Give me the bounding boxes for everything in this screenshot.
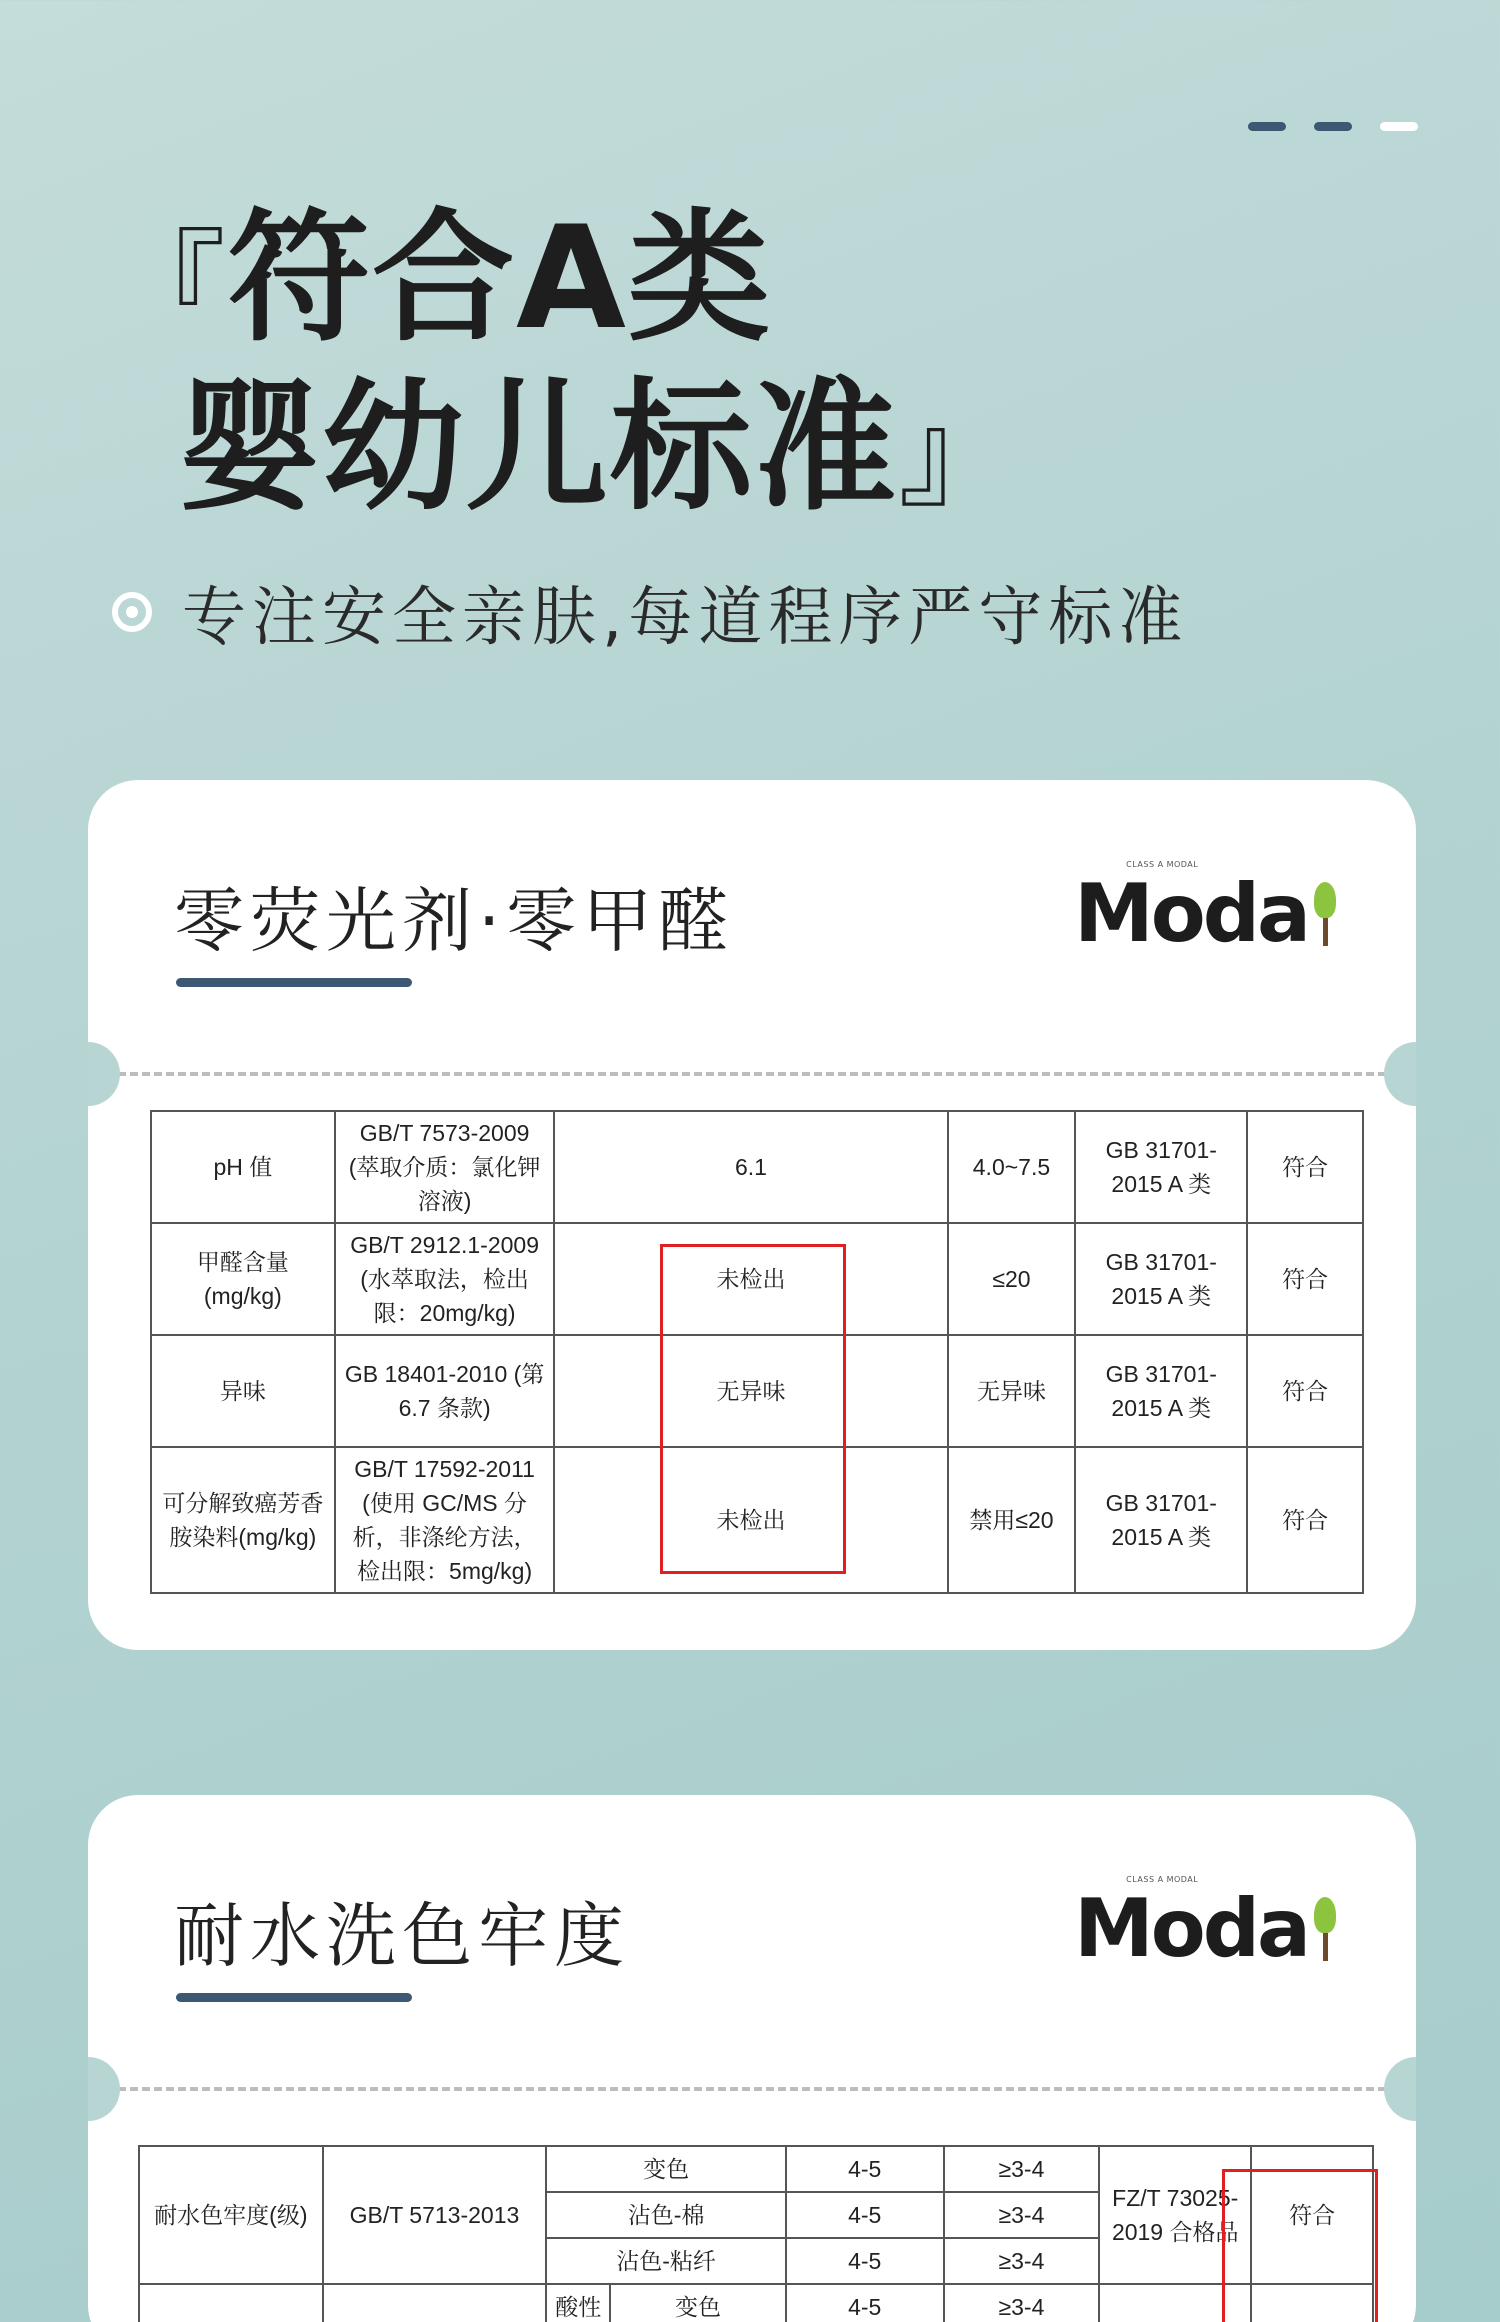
cell-limit: 禁用≤20 bbox=[948, 1447, 1076, 1593]
headline-line1 bbox=[108, 198, 1018, 367]
page-dot-active bbox=[1380, 122, 1418, 131]
cell-item: 耐水色牢度(级) bbox=[139, 2146, 323, 2284]
cell-limit: ≥3-4 bbox=[944, 2284, 1100, 2322]
cell-verdict: 符合 bbox=[1247, 1447, 1363, 1593]
card-notch-right bbox=[1384, 2057, 1416, 2121]
cell-item: 异味 bbox=[151, 1335, 335, 1447]
cell-method: GB/T 17592-2011 (使用 GC/MS 分析，非涤纶方法，检出限：5mg/kg) bbox=[335, 1447, 555, 1593]
cell-method-empty bbox=[323, 2284, 547, 2322]
subheadline-text: 专注安全亲肤,每道程序严守标准 bbox=[182, 581, 1189, 655]
cell-verdict: 符合 bbox=[1247, 1223, 1363, 1335]
cell-verdict: 符合 bbox=[1247, 1335, 1363, 1447]
cell-standard: GB 31701-2015 A 类 bbox=[1075, 1223, 1247, 1335]
page-dot bbox=[1314, 122, 1352, 131]
cell-method: GB/T 2912.1-2009 (水萃取法，检出限：20mg/kg) bbox=[335, 1223, 555, 1335]
cell-limit: ≥3-4 bbox=[944, 2146, 1100, 2192]
cell-sub-group: 酸性 bbox=[546, 2284, 610, 2322]
card-title: 零荧光剂·零甲醛 bbox=[174, 880, 735, 962]
table-row bbox=[139, 2146, 1373, 2192]
cell-result: 4-5 bbox=[786, 2284, 944, 2322]
cell-item-empty bbox=[139, 2284, 323, 2322]
cell-result: 6.1 bbox=[554, 1111, 947, 1223]
dashed-divider bbox=[118, 2087, 1386, 2091]
page-dot bbox=[1248, 122, 1286, 131]
cell-standard: FZ/T 73025-2019 合格品 bbox=[1099, 2146, 1251, 2284]
cell-sub-label: 变色 bbox=[546, 2146, 786, 2192]
test-report-card-2 bbox=[88, 1795, 1416, 2322]
highlight-box bbox=[660, 1244, 846, 1574]
cell-result: 4-5 bbox=[786, 2192, 944, 2238]
tree-leaf-icon bbox=[1314, 882, 1338, 946]
cell-limit: 无异味 bbox=[948, 1335, 1076, 1447]
logo-text: Moda bbox=[1074, 867, 1308, 960]
headline-text-2: 婴幼儿标准 bbox=[178, 365, 898, 530]
cell-result: 4-5 bbox=[786, 2238, 944, 2284]
cell-verdict: 符合 bbox=[1247, 1111, 1363, 1223]
logo-text: Moda bbox=[1074, 1882, 1308, 1975]
cell-sub-label: 变色 bbox=[610, 2284, 786, 2322]
card-notch-right bbox=[1384, 1042, 1416, 1106]
highlight-box bbox=[1222, 2169, 1378, 2322]
title-underline bbox=[176, 1993, 412, 2002]
cell-limit: 4.0~7.5 bbox=[948, 1111, 1076, 1223]
cell-limit: ≥3-4 bbox=[944, 2192, 1100, 2238]
subheadline bbox=[112, 566, 1188, 658]
test-report-card-1 bbox=[88, 780, 1416, 1650]
cell-sub-label: 沾色-粘纤 bbox=[546, 2238, 786, 2284]
cell-standard: GB 31701-2015 A 类 bbox=[1075, 1335, 1247, 1447]
report-table bbox=[138, 2145, 1374, 2322]
cell-limit: ≥3-4 bbox=[944, 2238, 1100, 2284]
logo-tagline: CLASS A MODAL bbox=[1126, 860, 1199, 869]
brand-logo bbox=[1074, 858, 1338, 960]
title-underline bbox=[176, 978, 412, 987]
tree-leaf-icon bbox=[1314, 1897, 1338, 1961]
cell-item: 可分解致癌芳香胺染料(mg/kg) bbox=[151, 1447, 335, 1593]
cell-sub-label: 沾色-棉 bbox=[546, 2192, 786, 2238]
card-title: 耐水洗色牢度 bbox=[174, 1895, 630, 1977]
close-bracket: 』 bbox=[898, 386, 1019, 524]
cell-result: 无异味 bbox=[554, 1335, 947, 1447]
card-notch-left bbox=[88, 1042, 120, 1106]
logo-tagline: CLASS A MODAL bbox=[1126, 1875, 1199, 1884]
table-row bbox=[151, 1111, 1363, 1223]
brand-logo bbox=[1074, 1873, 1338, 1975]
cell-result: 未检出 bbox=[554, 1447, 947, 1593]
cell-item: pH 值 bbox=[151, 1111, 335, 1223]
cell-method: GB 18401-2010 (第 6.7 条款) bbox=[335, 1335, 555, 1447]
cell-method: GB/T 7573-2009 (萃取介质：氯化钾溶液) bbox=[335, 1111, 555, 1223]
headline-text-1: 符合A类 bbox=[228, 196, 772, 361]
cell-standard: GB 31701-2015 A 类 bbox=[1075, 1111, 1247, 1223]
headline-line2 bbox=[108, 367, 1018, 536]
table-row bbox=[139, 2284, 1373, 2322]
cell-limit: ≤20 bbox=[948, 1223, 1076, 1335]
cell-result: 4-5 bbox=[786, 2146, 944, 2192]
cell-standard: GB 31701-2015 A 类 bbox=[1075, 1447, 1247, 1593]
open-bracket: 『 bbox=[108, 217, 229, 355]
cell-item: 甲醛含量 (mg/kg) bbox=[151, 1223, 335, 1335]
headline bbox=[108, 198, 1018, 536]
cell-method: GB/T 5713-2013 bbox=[323, 2146, 547, 2284]
radio-dot-icon bbox=[112, 592, 152, 632]
cell-verdict: 符合 bbox=[1251, 2146, 1373, 2284]
dashed-divider bbox=[118, 1072, 1386, 1076]
cell-result: 未检出 bbox=[554, 1223, 947, 1335]
card-notch-left bbox=[88, 2057, 120, 2121]
page-indicator bbox=[1248, 122, 1418, 131]
